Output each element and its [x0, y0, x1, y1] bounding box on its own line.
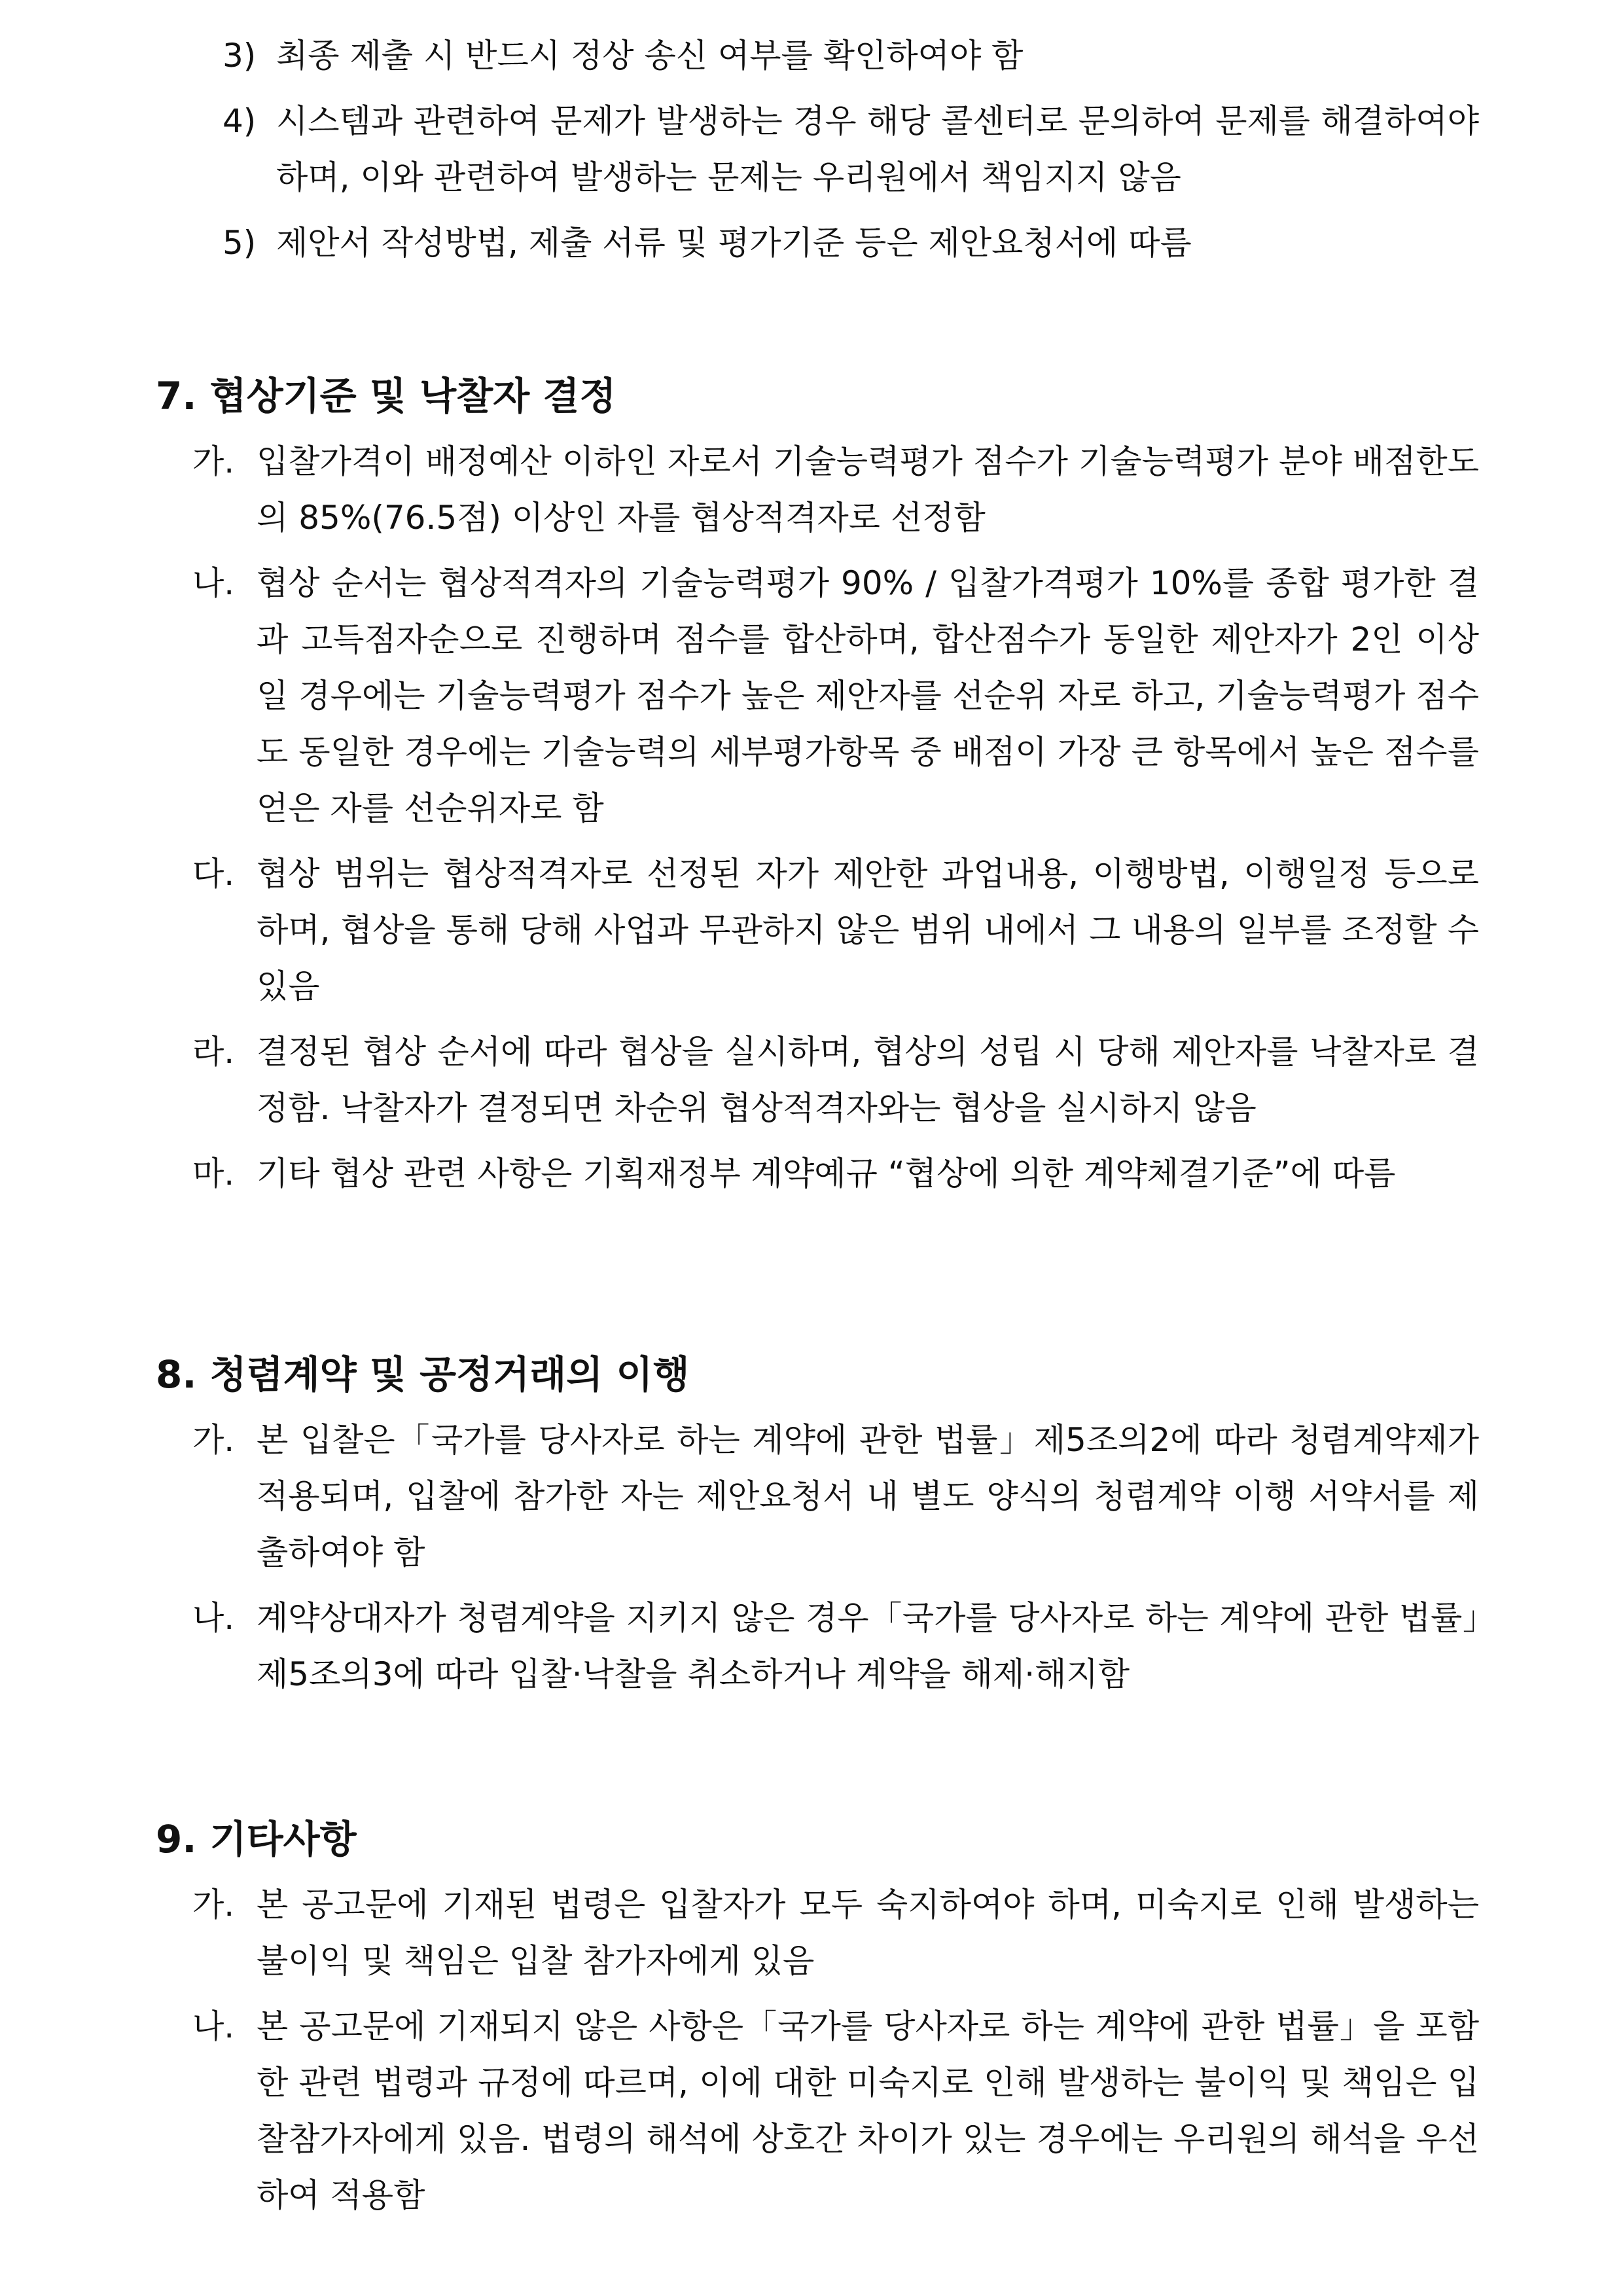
- item-marker: 나.: [192, 2007, 235, 2045]
- list-item: [192, 1590, 1479, 1702]
- list-item: [192, 1998, 1479, 2223]
- section-integrity-contract: [156, 1345, 1479, 1712]
- item-marker: 5): [223, 224, 257, 262]
- item-marker: 가.: [192, 1886, 235, 1924]
- item-text: 입찰가격이 배정예산 이하인 자로서 기술능력평가 점수가 기술능력평가 분야 배점한도의 85%(76.5점) 이상인 자를 협상적격자로 선정함: [257, 442, 1479, 537]
- item-marker: 나.: [192, 564, 235, 602]
- item-text: 제안서 작성방법, 제출 서류 및 평가기준 등은 제안요청서에 따름: [276, 224, 1192, 262]
- item-text: 본 공고문에 기재되지 않은 사항은「국가를 당사자로 하는 계약에 관한 법률」을 포함한 관련 법령과 규정에 따르며, 이에 대한 미숙지로 인해 발생하는 불이익 및 책임은 입찰참가자에게 있음. 법령의 해석에 상호간 차이가 있는 경우에는 우리원의 해석을 우선하여 적용함: [257, 2007, 1479, 2214]
- item-text: 협상 범위는 협상적격자로 선정된 자가 제안한 과업내용, 이행방법, 이행일정 등으로 하며, 협상을 통해 당해 사업과 무관하지 않은 범위 내에서 그 내용의 일부를 조정할 수 있음: [257, 855, 1479, 1005]
- list-item: [192, 555, 1479, 836]
- item-marker: 3): [223, 37, 257, 75]
- section-miscellaneous: [156, 1810, 1479, 2233]
- submission-notes-list: [223, 27, 1479, 280]
- section-heading: 7. 협상기준 및 낙찰자 결정: [156, 374, 616, 418]
- item-marker: 나.: [192, 1599, 235, 1637]
- item-text: 시스템과 관련하여 문제가 발생하는 경우 해당 콜센터로 문의하여 문제를 해결하여야 하며, 이와 관련하여 발생하는 문제는 우리원에서 책임지지 않음: [276, 102, 1479, 196]
- item-text: 결정된 협상 순서에 따라 협상을 실시하며, 협상의 성립 시 당해 제안자를 낙찰자로 결정함. 낙찰자가 결정되면 차순위 협상적격자와는 협상을 실시하지 않음: [257, 1033, 1479, 1127]
- item-text: 협상 순서는 협상적격자의 기술능력평가 90% / 입찰가격평가 10%를 종합 평가한 결과 고득점자순으로 진행하며 점수를 합산하며, 합산점수가 동일한 제안자가 2인 이상일 경우에는 기술능력평가 점수가 높은 제안자를 선순위 자로 하고, 기술능력평가 점수도 동일한 경우에는 기술능력의 세부평가항목 중 배점이 가장 큰 항목에서 높은 점수를 얻은 자를 선순위자로 함: [257, 564, 1479, 827]
- item-text: 본 입찰은「국가를 당사자로 하는 계약에 관한 법률」제5조의2에 따라 청렴계약제가 적용되며, 입찰에 참가한 자는 제안요청서 내 별도 양식의 청렴계약 이행 서약서를 제출하여야 함: [257, 1421, 1479, 1571]
- list-item: [192, 1876, 1479, 1989]
- item-text: 본 공고문에 기재된 법령은 입찰자가 모두 숙지하여야 하며, 미숙지로 인해 발생하는 불이익 및 책임은 입찰 참가자에게 있음: [257, 1886, 1479, 1980]
- list-item: [223, 215, 1479, 271]
- list-item: [192, 846, 1479, 1014]
- list-item: [192, 1145, 1479, 1202]
- list-item: [223, 93, 1479, 206]
- item-text: 계약상대자가 청렴계약을 지키지 않은 경우「국가를 당사자로 하는 계약에 관한 법률」제5조의3에 따라 입찰·낙찰을 취소하거나 계약을 해제·해지함: [257, 1599, 1479, 1693]
- list-item: [192, 433, 1479, 546]
- item-marker: 다.: [192, 855, 235, 893]
- section-negotiation: [156, 367, 1479, 1211]
- item-text: 최종 제출 시 반드시 정상 송신 여부를 확인하여야 함: [276, 37, 1024, 75]
- item-marker: 마.: [192, 1155, 235, 1193]
- item-text: 기타 협상 관련 사항은 기획재정부 계약예규 “협상에 의한 계약체결기준”에 따름: [257, 1155, 1396, 1193]
- list-item: [192, 1024, 1479, 1136]
- section-heading: 8. 청렴계약 및 공정거래의 이행: [156, 1352, 690, 1397]
- item-marker: 가.: [192, 442, 235, 480]
- list-item: [223, 27, 1479, 84]
- item-marker: 라.: [192, 1033, 235, 1071]
- item-marker: 가.: [192, 1421, 235, 1459]
- section-heading: 9. 기타사항: [156, 1817, 357, 1861]
- item-marker: 4): [223, 102, 257, 140]
- list-item: [192, 1412, 1479, 1581]
